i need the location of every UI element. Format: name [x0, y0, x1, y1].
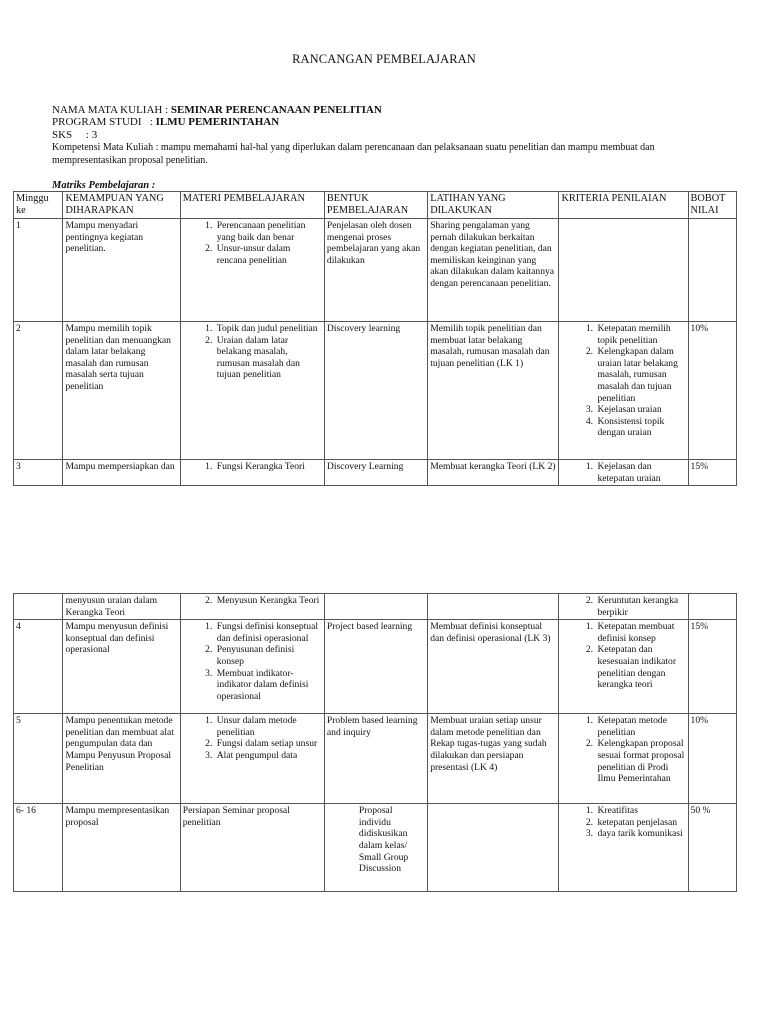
cell-minggu: 6- 16 — [14, 804, 63, 892]
list-item: 2. Keruntutan kerangka berpikir — [595, 595, 685, 618]
cell-bobot: 50 % — [688, 804, 736, 892]
cell-minggu: 5 — [14, 714, 63, 804]
cell-materi — [180, 322, 324, 460]
list-item: 2. Kelengkapan proposal sesuai format proposal penelitian di Prodi Ilmu Pemerintahan — [595, 738, 685, 784]
cell-materi — [180, 219, 324, 322]
col-header-bentuk: BENTUK PEMBELAJARAN — [324, 192, 427, 219]
matrix-table-part1 — [13, 191, 737, 486]
list-item: 2. Penyusunan definisi konsep — [215, 644, 322, 667]
kompetensi-text: Kompetensi Mata Kuliah : mampu memahami hal-hal yang diperlukan dalam perencanaan dan pelaksanaan suatu penelitian dan mampu membuat dan mempresentasikan proposal penelitian. — [52, 142, 655, 166]
cell-latihan: Membuat definisi konseptual dan definisi operasional (LK 3) — [428, 620, 559, 714]
list-item: 2. Menyusun Kerangka Teori — [215, 595, 322, 607]
cell-kriteria — [559, 714, 688, 804]
cell-materi — [180, 594, 324, 620]
cell-bobot: 15% — [688, 620, 736, 714]
cell-kriteria — [559, 804, 688, 892]
sks-value: 3 — [91, 129, 98, 141]
cell-latihan: Membuat kerangka Teori (LK 2) — [428, 460, 559, 486]
mata-kuliah-line — [52, 104, 382, 117]
cell-bentuk — [324, 594, 427, 620]
sks-label: SKS : — [52, 129, 92, 141]
cell-materi — [180, 714, 324, 804]
list-item: 1. Ketepatan membuat definisi konsep — [595, 621, 685, 644]
list-item: 2. ketepatan penjelasan — [595, 817, 685, 829]
list-item: 1. Kejelasan dan ketepatan uraian — [595, 461, 685, 484]
list-item: 2. Unsur-unsur dalam rencana penelitian — [215, 243, 322, 266]
cell-minggu: 3 — [14, 460, 63, 486]
list-item: 3. Alat pengumpul data — [215, 750, 322, 762]
prodi-value: ILMU PEMERINTAHAN — [155, 116, 280, 128]
cell-latihan — [428, 804, 559, 892]
cell-kemampuan: Mampu penentukan metode penelitian dan membuat alat pengumpulan data dan Mampu Penyusun Proposal Penelitian — [63, 714, 180, 804]
cell-bobot: 10% — [688, 714, 736, 804]
list-item: 1. Fungsi definisi konseptual dan definisi operasional — [215, 621, 322, 644]
col-header-minggu: Minggu ke — [14, 192, 63, 219]
table-row — [14, 620, 737, 714]
col-header-bobot: BOBOT NILAI — [688, 192, 736, 219]
cell-kemampuan: Mampu mempresentasikan proposal — [63, 804, 180, 892]
cell-bobot: 10% — [688, 322, 736, 460]
list-item: 2. Fungsi dalam setiap unsur — [215, 738, 322, 750]
cell-minggu: 4 — [14, 620, 63, 714]
cell-materi: Persiapan Seminar proposal penelitian — [180, 804, 324, 892]
cell-bentuk: Proposal individu didiskusikan dalam kelas/ Small Group Discussion — [324, 804, 427, 892]
table-header-row — [14, 192, 737, 219]
prodi-label: PROGRAM STUDI : — [52, 116, 156, 128]
cell-latihan — [428, 594, 559, 620]
list-item: 4. Konsistensi topik dengan uraian — [595, 416, 685, 439]
cell-bentuk: Problem based learning and inquiry — [324, 714, 427, 804]
table-row — [14, 714, 737, 804]
list-item: 2. Kelengkapan dalam uraian latar belakang masalah, rumusan masalah dan tujuan penelitian — [595, 346, 685, 404]
list-item: 3. Kejelasan uraian — [595, 404, 685, 416]
col-header-kemampuan: KEMAMPUAN YANG DIHARAPKAN — [63, 192, 180, 219]
cell-kriteria — [559, 322, 688, 460]
matrix-table-part2 — [13, 593, 737, 892]
col-header-materi: MATERI PEMBELAJARAN — [180, 192, 324, 219]
table-row — [14, 219, 737, 322]
list-item: 2. Uraian dalam latar belakang masalah, rumusan masalah dan tujuan penelitian — [215, 335, 322, 381]
table-row — [14, 594, 737, 620]
list-item: 1. Ketepatan memilih topik penelitian — [595, 323, 685, 346]
col-header-kriteria: KRITERIA PENILAIAN — [559, 192, 688, 219]
cell-kemampuan: Mampu menyadari pentingnya kegiatan penelitian. — [63, 219, 180, 322]
table-row — [14, 322, 737, 460]
col-header-latihan: LATIHAN YANG DILAKUKAN — [428, 192, 559, 219]
cell-minggu: 2 — [14, 322, 63, 460]
list-item: 1. Unsur dalam metode penelitian — [215, 715, 322, 738]
cell-kemampuan: Mampu menyusun definisi konseptual dan definisi operasional — [63, 620, 180, 714]
list-item: 2. Ketepatan dan kesesuaian indikator penelitian dengan kerangka teori — [595, 644, 685, 690]
cell-kriteria — [559, 460, 688, 486]
cell-materi — [180, 620, 324, 714]
cell-materi — [180, 460, 324, 486]
table-row — [14, 804, 737, 892]
document-title: RANCANGAN PEMBELAJARAN — [292, 52, 476, 66]
cell-kriteria — [559, 594, 688, 620]
cell-latihan: Memilih topik penelitian dan membuat latar belakang masalah, rumusan masalah dan tujuan penelitian (LK 1) — [428, 322, 559, 460]
mata-kuliah-value: SEMINAR PERENCANAAN PENELITIAN — [170, 104, 382, 116]
cell-minggu — [14, 594, 63, 620]
cell-kemampuan: menyusun uraian dalam Kerangka Teori — [63, 594, 180, 620]
cell-latihan: Membuat uraian setiap unsur dalam metode penelitian dan Rekap tugas-tugas yang sudah dilakukan dan persiapan presentasi (LK 4) — [428, 714, 559, 804]
list-item: 1. Fungsi Kerangka Teori — [215, 461, 322, 473]
list-item: 3. Membuat indikator-indikator dalam definisi operasional — [215, 668, 322, 703]
cell-kemampuan: Mampu memilih topik penelitian dan menuangkan dalam latar belakang masalah dan rumusan masalah serta tujuan penelitian — [63, 322, 180, 460]
cell-bentuk: Discovery Learning — [324, 460, 427, 486]
cell-bentuk: Discovery learning — [324, 322, 427, 460]
cell-bobot — [688, 219, 736, 322]
cell-bobot — [688, 594, 736, 620]
prodi-line — [52, 116, 279, 129]
sks-line — [52, 129, 97, 142]
cell-kriteria — [559, 219, 688, 322]
list-item: 1. Topik dan judul penelitian — [215, 323, 322, 335]
cell-minggu: 1 — [14, 219, 63, 322]
cell-bentuk: Project based learning — [324, 620, 427, 714]
mata-kuliah-label: NAMA MATA KULIAH : — [52, 104, 171, 116]
list-item: 1. Ketepatan metode penelitian — [595, 715, 685, 738]
cell-kemampuan: Mampu mempersiapkan dan — [63, 460, 180, 486]
list-item: 1. Kreatifitas — [595, 805, 685, 817]
cell-bobot: 15% — [688, 460, 736, 486]
table-row — [14, 460, 737, 486]
list-item: 1. Perencanaan penelitian yang baik dan benar — [215, 220, 322, 243]
cell-kriteria — [559, 620, 688, 714]
cell-latihan: Sharing pengalaman yang pernah dilakukan berkaitan dengan kegiatan penelitian, dan memiliskan keinginan yang akan dilakukan dalam kaitannya dengan perencanaan penelitian. — [428, 219, 559, 322]
cell-bentuk: Penjelasan oleh dosen mengenai proses pembelajaran yang akan dilakukan — [324, 219, 427, 322]
matriks-label: Matriks Pembelajaran : — [52, 180, 156, 191]
list-item: 3. daya tarik komunikasi — [595, 828, 685, 840]
